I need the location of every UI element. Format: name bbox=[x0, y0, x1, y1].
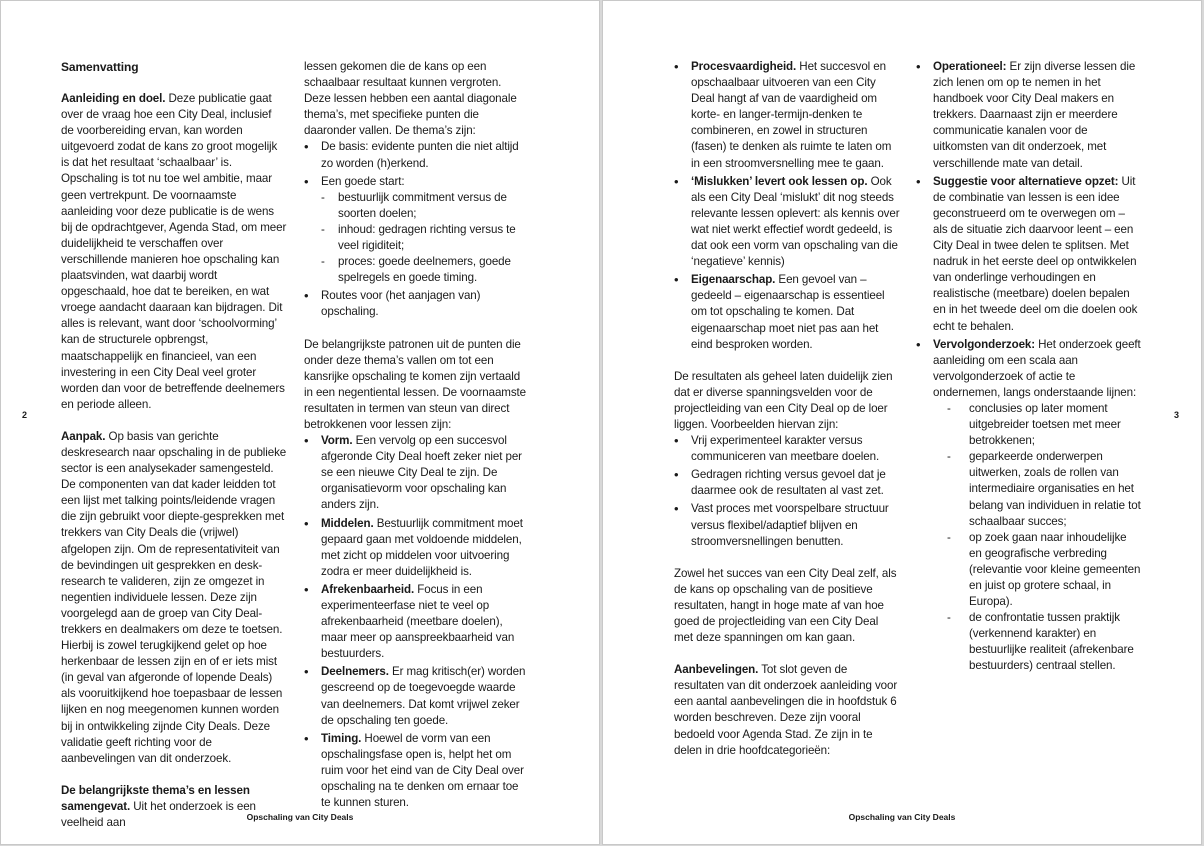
section-heading: Samenvatting bbox=[61, 60, 139, 74]
list-item-text: Een gevoel van – gedeeld – eigenaarschap is essentieel om tot opschaling te komen. Dat eigenaarschap moet niet pas aan het eind besproken worden. bbox=[691, 273, 885, 351]
list-item-lead: Vorm. bbox=[321, 434, 353, 448]
sub-list-item: - op zoek gaan naar inhoudelijke en geografische verbreding (relevantie voor kleine gemeenten en juist op grotere schaal, in Europa). bbox=[933, 530, 1142, 610]
list-item-lead: Eigenaarschap. bbox=[691, 273, 776, 287]
left-column-2 bbox=[304, 59, 530, 827]
list-item bbox=[674, 174, 900, 271]
themes-list bbox=[304, 139, 530, 320]
list-item-text: Een goede start: bbox=[321, 174, 405, 188]
list-item bbox=[916, 337, 1142, 675]
list-item-lead: Timing. bbox=[321, 731, 362, 745]
paragraph-themas bbox=[61, 783, 287, 831]
sub-list bbox=[933, 401, 1142, 675]
list-item-lead: Suggestie voor alternatieve opzet: bbox=[933, 174, 1119, 188]
list-item-lead: Operationeel: bbox=[933, 60, 1007, 73]
sub-list bbox=[321, 190, 530, 287]
list-item bbox=[304, 731, 530, 811]
paragraph-aanpak bbox=[61, 429, 287, 767]
page-number: 3 bbox=[1174, 410, 1180, 420]
list-item-lead: Middelen. bbox=[321, 516, 374, 530]
tensions-list bbox=[674, 433, 900, 550]
list-item: • Vast proces met voorspelbare structuur versus flexibel/adaptief blijven en stroomversnellingen benutten. bbox=[674, 501, 900, 549]
list-item-lead: Procesvaardigheid. bbox=[691, 60, 797, 73]
paragraph-lead: Aanleiding en doel. bbox=[61, 92, 166, 105]
list-item bbox=[674, 272, 900, 352]
list-item bbox=[304, 174, 530, 287]
list-item-lead: Afrekenbaarheid. bbox=[321, 582, 415, 596]
paragraph-lead: Aanpak. bbox=[61, 429, 106, 443]
list-item bbox=[916, 174, 1142, 335]
sub-list-item: - geparkeerde onderwerpen uitwerken, zoals de rollen van intermediaire organisaties en het belang van individuen in relatie tot schaalbaar succes; bbox=[933, 449, 1142, 529]
paragraph-lead: De belangrijkste thema’s en lessen samengevat. bbox=[61, 783, 250, 813]
list-item-lead: Vervolgonderzoek: bbox=[933, 337, 1036, 351]
paragraph-text: Uit het onderzoek is een veelheid aan bbox=[61, 799, 256, 830]
sub-list-item: - conclusies op later moment uitgebreider toetsen met meer betrokkenen; bbox=[933, 401, 1142, 449]
list-item bbox=[304, 516, 530, 580]
paragraph-continued: lessen gekomen die de kans op een schaalbaar resultaat kunnen vergroten. Deze lessen hebben een aantal diagonale thema’s, met specifieke punten die daaronder vallen. De thema’s zijn: bbox=[304, 60, 517, 138]
list-item: • Gedragen richting versus gevoel dat je daarmee ook de resultaten al vast zet. bbox=[674, 467, 900, 499]
paragraph-aanleiding bbox=[61, 91, 287, 413]
paragraph-text: Deze publicatie gaat over de vraag hoe een City Deal, inclusief de voorbereiding ervan, kan worden uitgevoerd zodat de kans zo groot mogelijk is dat het resultaat ‘schaalbaar’ is. Opschaling is tot nu toe wel ambitie, maar geen vertrekpunt. De voornaamste aanleiding voor deze publicatie is de wens bij de opdrachtgever, Agenda Stad, om meer duidelijkheid te verschaffen over verschillende manieren hoe opschaling kan plaatsvinden, wat daarbij wordt opgeschaald, hoe dat te bereiken, en wat vroege aandacht daaraan kan bijdragen. Dit alles is relevant, want door ‘schoolvorming’ kan de structurele opbrengst, maatschappelijk en financieel, van een investering in een City Deal veel groter worden dan voor de betreffende deelnemers en periode alleen. bbox=[61, 92, 287, 411]
lessons-list bbox=[304, 433, 530, 811]
list-item-text: Het onderzoek geeft aanleiding om een scala aan vervolgonderzoek of actie te ondernemen, langs onderstaande lijnen: bbox=[933, 337, 1141, 399]
sub-list-item: - bestuurlijk commitment versus de soorten doelen; bbox=[321, 190, 530, 222]
list-item-text: Er zijn diverse lessen die zich lenen om op te nemen in het handboek voor City Deal makers en trekkers. Daarnaast zijn er meerdere communicatie kanalen voor de uitkomsten van dit onderzoek, met verschillende mate van detail. bbox=[933, 60, 1136, 170]
list-item-text: Uit de combinatie van lessen is een idee geconstrueerd om te overwegen om – als de situatie zich daarvoor leent – een City Deal in twee delen te splitsen. Met nadruk in het eerste deel op ontwikkelen van onderlinge verhoudingen en realistische (meetbare) doelen bepalen en in het tweede deel om die doelen ook echt te behalen. bbox=[933, 174, 1138, 333]
list-item bbox=[916, 59, 1142, 172]
page-right bbox=[603, 1, 1201, 844]
list-item: • Vrij experimenteel karakter versus communiceren van meetbare doelen. bbox=[674, 433, 900, 465]
list-item-lead: Deelnemers. bbox=[321, 665, 389, 679]
paragraph-text: Op basis van gerichte deskresearch naar opschaling in de publieke sector is een analysekader samengesteld. De componenten van dat kader leidden tot een lijst met talking points/leidende vragen die zijn gebruikt voor diepte-gesprekken met trekkers van City Deals die (vrijwel) afgelopen zijn. Om de representativiteit van de bevindingen uit gesprekken en desk-research te valideren, zijn ze omgezet in negentien individuele lessen. Deze zijn voorgelegd aan de groep van City Deal-trekkers en dealmakers om deze te toetsen. Hierbij is zowel terugkijkend gelet op hoe herkenbaar de lessen zijn en of er iets mist (in geval van afgeronde of lopende Deals) als vooruitkijkend hoe toepasbaar de lessen lijken en nog meegenomen kunnen worden bij in ontwikkeling zijnde City Deals. Deze validatie geeft richting voor de aanbevelingen van dit onderzoek. bbox=[61, 429, 287, 765]
list-item-lead: ‘Mislukken’ levert ook lessen op. bbox=[691, 174, 868, 188]
list-item bbox=[304, 582, 530, 662]
paragraph-spanningsvelden: De resultaten als geheel laten duidelijk zien dat er diverse spanningsvelden voor de projectleiding van een City Deal op de loer liggen. Voorbeelden hiervan zijn: bbox=[674, 369, 893, 431]
list-item bbox=[304, 433, 530, 513]
list-item-text: Er mag kritisch(er) worden gescreend op de toegevoegde waarde van deelnemers. Dat komt vrijwel zeker de opschaling ten goede. bbox=[321, 665, 526, 727]
page-footer: Opschaling van City Deals bbox=[246, 812, 354, 822]
paragraph-succes: Zowel het succes van een City Deal zelf, als de kans op opschaling van de positieve resultaten, hangt in hoge mate af van hoe goed de projectleiding van een City Deal met deze spanningen om kan gaan. bbox=[674, 566, 897, 645]
paragraph-aanbevelingen bbox=[674, 662, 900, 759]
list-item bbox=[674, 59, 900, 172]
list-item-text: Ook als een City Deal ‘mislukt’ dit nog steeds relevante lessen oplevert: als kennis over wat niet werkt effectief wordt gedeeld, is dat ook een vorm van opschaling van die ‘negatieve’ kennis) bbox=[691, 174, 900, 269]
list-item-text: Een vervolg op een succesvol afgeronde City Deal hoeft zeker niet per se een nieuwe City Deal te zijn. De organisatievorm voor opschaling kan anders zijn. bbox=[321, 434, 522, 512]
lessons-list-continued bbox=[674, 59, 900, 353]
sub-list-item: - inhoud: gedragen richting versus te veel rigiditeit; bbox=[321, 222, 530, 254]
right-column-1 bbox=[674, 59, 900, 759]
list-item-text: Focus in een experimenteerfase niet te veel op afrekenbaarheid (meetbare doelen), maar meer op aanspreekbaarheid van bestuurders. bbox=[321, 582, 515, 661]
paragraph-lead: Aanbevelingen. bbox=[674, 663, 759, 677]
page-left bbox=[1, 1, 599, 844]
list-item-text: Het succesvol en opschaalbaar uitvoeren van een City Deal hangt af van de vaardigheid om korte- en langer-termijn-denken te combineren, en zowel in structuren (fasen) te denken als ruimte te laten om in een stroomversnelling mee te gaan. bbox=[691, 60, 892, 170]
paragraph-patronen: De belangrijkste patronen uit de punten die onder deze thema’s vallen om tot een kansrijke opschaling te komen zijn vertaald in een negentiental lessen. De voornaamste resultaten in termen van steun van direct betrokkenen voor lessen zijn: bbox=[304, 337, 527, 431]
left-column-1 bbox=[61, 59, 287, 831]
list-item-text: Hoewel de vorm van een opschalingsfase open is, helpt het om ruim voor het eind van de City Deal over opschaling na te denken om ernaar toe te kunnen sturen. bbox=[321, 731, 524, 810]
sub-list-item: - de confrontatie tussen praktijk (verkennend karakter) en bestuurlijke realiteit (afrekenbare bestuurders) centraal stellen. bbox=[933, 610, 1142, 674]
right-column-2 bbox=[916, 59, 1142, 691]
list-item bbox=[304, 664, 530, 728]
page-number: 2 bbox=[22, 410, 28, 420]
sub-list-item: - proces: goede deelnemers, goede spelregels en goede timing. bbox=[321, 254, 530, 286]
recommendations-list bbox=[916, 59, 1142, 675]
list-item-text: Bestuurlijk commitment moet gepaard gaan met voldoende middelen, met zicht op middelen voor uitvoering zodra er meer duidelijkheid is. bbox=[321, 516, 523, 578]
list-item: • Routes voor (het aanjagen van) opschaling. bbox=[304, 288, 530, 320]
page-footer: Opschaling van City Deals bbox=[848, 812, 956, 822]
paragraph-text: Tot slot geven de resultaten van dit onderzoek aanleiding voor een aantal aanbevelingen die in hoofdstuk 6 worden beschreven. Deze zijn vooral bedoeld voor Agenda Stad. Ze zijn in te delen in drie hoofdcategorieën: bbox=[674, 663, 898, 757]
list-item: • De basis: evidente punten die niet altijd zo worden (h)erkend. bbox=[304, 139, 530, 171]
